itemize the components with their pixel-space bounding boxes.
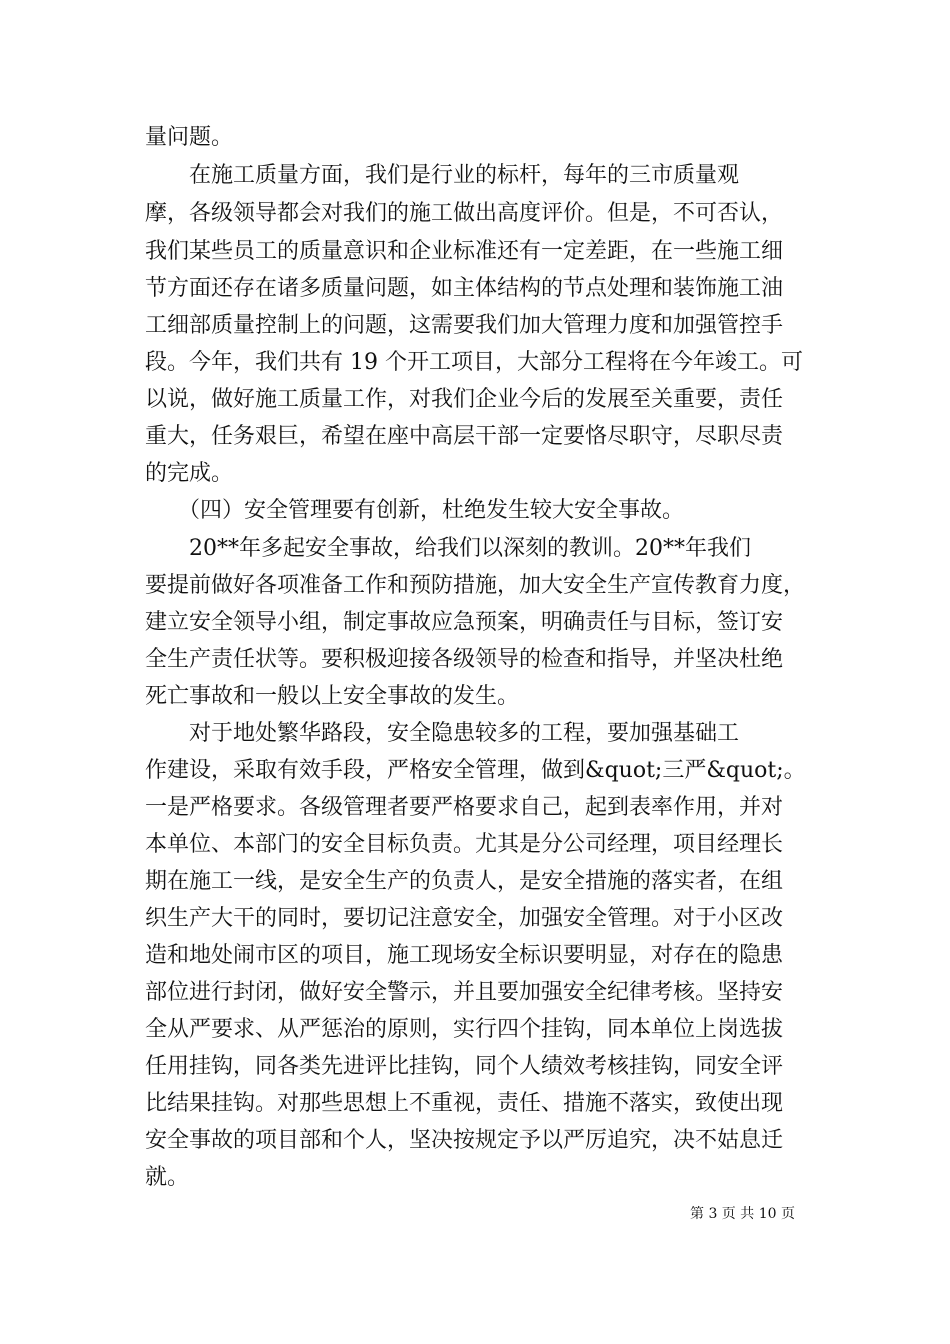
- text-line: 部位进行封闭，做好安全警示，并且要加强安全纪律考核。坚持安: [145, 980, 784, 1005]
- text-line: 要提前做好各项准备工作和预防措施，加大安全生产宣传教育力度，: [145, 573, 806, 598]
- text-line: 期在施工一线，是安全生产的负责人，是安全措施的落实者，在组: [145, 869, 784, 894]
- text-line: 任用挂钩，同各类先进评比挂钩，同个人绩效考核挂钩，同安全评: [145, 1054, 784, 1079]
- text-line: 一是严格要求。各级管理者要严格要求自己，起到表率作用，并对: [145, 795, 784, 820]
- text-line: 对于地处繁华路段，安全隐患较多的工程，要加强基础工: [145, 721, 740, 746]
- text-line: 死亡事故和一般以上安全事故的发生。: [145, 684, 520, 709]
- text-line: 20**年多起安全事故，给我们以深刻的教训。20**年我们: [145, 536, 751, 561]
- section-heading: （四）安全管理要有创新，杜绝发生较大安全事故。: [145, 498, 685, 523]
- text-line: 量问题。: [145, 125, 234, 150]
- text-line: 建立安全领导小组，制定事故应急预案，明确责任与目标，签订安: [145, 610, 784, 635]
- text-line: 造和地处闹市区的项目，施工现场安全标识要明显，对存在的隐患: [145, 943, 784, 968]
- text-line: 安全事故的项目部和个人，坚决按规定予以严厉追究，决不姑息迁: [145, 1128, 784, 1153]
- text-line: 以说，做好施工质量工作，对我们企业今后的发展至关重要，责任: [145, 387, 784, 412]
- text-line: 段。今年，我们共有 19 个开工项目，大部分工程将在今年竣工。可: [145, 350, 803, 375]
- text-line: 比结果挂钩。对那些思想上不重视，责任、措施不落实，致使出现: [145, 1091, 784, 1116]
- page-number: 第 3 页 共 10 页: [690, 1206, 795, 1222]
- text-line: 在施工质量方面，我们是行业的标杆，每年的三市质量观: [145, 163, 740, 188]
- text-line: 全生产责任状等。要积极迎接各级领导的检查和指导，并坚决杜绝: [145, 647, 784, 672]
- text-line: 全从严要求、从严惩治的原则，实行四个挂钩，同本单位上岗选拔: [145, 1017, 784, 1042]
- text-line: 的完成。: [145, 461, 234, 486]
- text-line: 我们某些员工的质量意识和企业标准还有一定差距，在一些施工细: [145, 239, 784, 264]
- text-line: 节方面还存在诸多质量问题，如主体结构的节点处理和装饰施工油: [145, 276, 784, 301]
- text-line: 就。: [145, 1165, 190, 1190]
- text-line: 重大，任务艰巨，希望在座中高层干部一定要恪尽职守，尽职尽责: [145, 424, 784, 449]
- text-line: 摩，各级领导都会对我们的施工做出高度评价。但是，不可否认，: [145, 201, 784, 226]
- text-line: 本单位、本部门的安全目标负责。尤其是分公司经理，项目经理长: [145, 832, 784, 857]
- text-line: 作建设，采取有效手段，严格安全管理，做到&quot;三严&quot;。: [145, 758, 806, 783]
- text-line: 工细部质量控制上的问题，这需要我们加大管理力度和加强管控手: [145, 313, 784, 338]
- text-line: 织生产大干的同时，要切记注意安全，加强安全管理。对于小区改: [145, 906, 784, 931]
